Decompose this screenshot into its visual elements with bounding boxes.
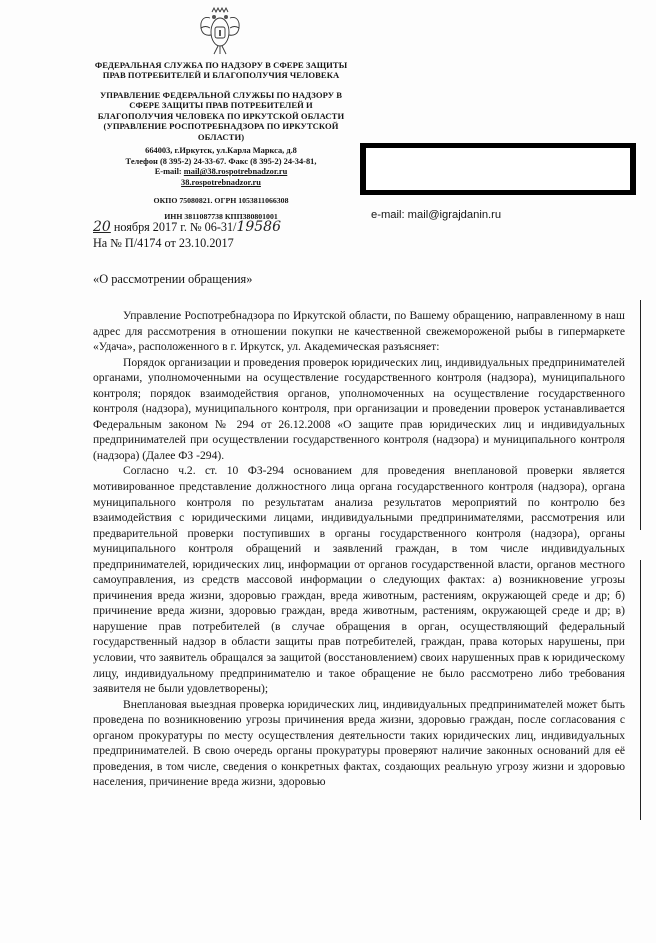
office-name: УПРАВЛЕНИЕ ФЕДЕРАЛЬНОЙ СЛУЖБЫ ПО НАДЗОРУ В СФЕРЕ ЗАЩИТЫ ПРАВ ПОТРЕБИТЕЛЕЙ И БЛАГОПОЛУЧИЯ ЧЕЛОВЕКА ПО ИРКУТСКОЙ ОБЛАСТИ (УПРАВЛЕНИЕ РОСПОТРЕБНАДЗОРА ПО ИРКУТСКОЙ ОБЛАСТИ) [97, 90, 345, 142]
office-address: 664003, г.Иркутск, ул.Карла Маркса, д.8 [145, 146, 297, 155]
office-website: 38.rospotrebnadzor.ru [181, 177, 261, 187]
okpo-ogrn: ОКПО 75080821. ОГРН 1053811066308 [153, 196, 289, 205]
body-paragraph: Управление Роспотребнадзора по Иркутской области, по Вашему обращению, направленному в наш адрес для рассмотрения в отношении покупки не качественной свежемороженой рыбы в гипермаркете «Удача», расположенного в г. Иркутск, ул. Академическая разъясняет: [93, 309, 625, 354]
recipient-email: e-mail: mail@igrajdanin.ru [371, 209, 502, 221]
body-paragraph: Порядок организации и проведения проверок юридических лиц, индивидуальных предпринимателей органами, уполномоченными на осуществление государственного контроля (надзора), муниципального контроля; порядок взаимодействия органов, уполномоченных на осуществление государственного контроля (надзора), муниципального контроля, при организации и проведении проверок устанавливается Федеральным законом № 294 от 26.12.2008 «О защите прав юридических лиц и индивидуальных предпринимателей при осуществлении государственного контроля (надзора) и муниципального контроля (надзора) (Далее ФЗ -294). [93, 355, 625, 462]
letter-date-number: 20 ноября 2017 г. № 06-31/19586 [93, 219, 281, 235]
scan-edge-line [640, 300, 641, 530]
russian-coat-of-arms-icon [198, 6, 242, 56]
office-phone: Телефон (8 395-2) 24-33-67. Факс (8 395-2) 24-34-81, [125, 156, 317, 166]
body-paragraph: Внеплановая выездная проверка юридических лиц, индивидуальных предпринимателей может быть проведена по возникновению угрозы причинения вреда жизни, здоровью граждан, после согласования с органом прокуратуры по месту осуществления деятельности таких юридических лиц, индивидуальных предпринимателей. В свою очередь органы прокуратуры проверяют наличие законных оснований для её проведения, в том числе, сведения о конкретных фактах, создающих реальную угрозу жизни и здоровью населения, причинение вреда жизни, здоровью [93, 697, 625, 789]
handwritten-day: 20 [93, 219, 111, 235]
handwritten-number: 19586 [236, 219, 281, 235]
office-email: E-mail: mail@38.rospotrebnadzor.ru [154, 167, 288, 177]
letter-subject: «О рассмотрении обращения» [93, 272, 253, 286]
redacted-recipient-block [360, 143, 636, 195]
reference-line: На № П/4174 от 23.10.2017 [93, 236, 234, 250]
inn-kpp: ИНН 3811087738 КПП380801001 [164, 212, 278, 221]
agency-name: ФЕДЕРАЛЬНАЯ СЛУЖБА ПО НАДЗОРУ В СФЕРЕ ЗАЩИТЫ ПРАВ ПОТРЕБИТЕЛЕЙ И БЛАГОПОЛУЧИЯ ЧЕЛОВЕКА [94, 60, 348, 81]
body-paragraph: Согласно ч.2. ст. 10 ФЗ-294 основанием для проведения внеплановой проверки является мотивированное представление должностного лица органа государственного контроля (надзора), органа муниципального контроля по результатам анализа результатов мероприятий по контролю без взаимодействия с юридическими лицами, индивидуальными предпринимателями, рассмотрения или предварительной проверки поступивших в органы государственного контроля (надзора), органы муниципального контроля обращений и заявлений граждан, в том числе индивидуальных предпринимателей, юридических лиц, информации от органов государственной власти, органов местного самоуправления, из средств массовой информации о следующих фактах: а) возникновение угрозы причинения вреда жизни, здоровью граждан, вреда животным, растениям, окружающей среде и др; б) причинение вреда жизни, здоровью граждан, вреда животным, растениям, окружающей среде и др; в) нарушение прав потребителей (в случае обращения в орган, осуществляющий федеральный государственный надзор в области защиты прав потребителей, граждан, права которых нарушены, при условии, что заявитель обращался за защитой (восстановлением) своих нарушенных прав к юридическому лицу, индивидуальному предпринимателю и такое обращение не было рассмотрено либо требования заявителя не были удовлетворены); [93, 464, 625, 696]
letter-body [93, 308, 625, 790]
office-contacts [86, 146, 356, 188]
scan-edge-line [640, 560, 641, 820]
